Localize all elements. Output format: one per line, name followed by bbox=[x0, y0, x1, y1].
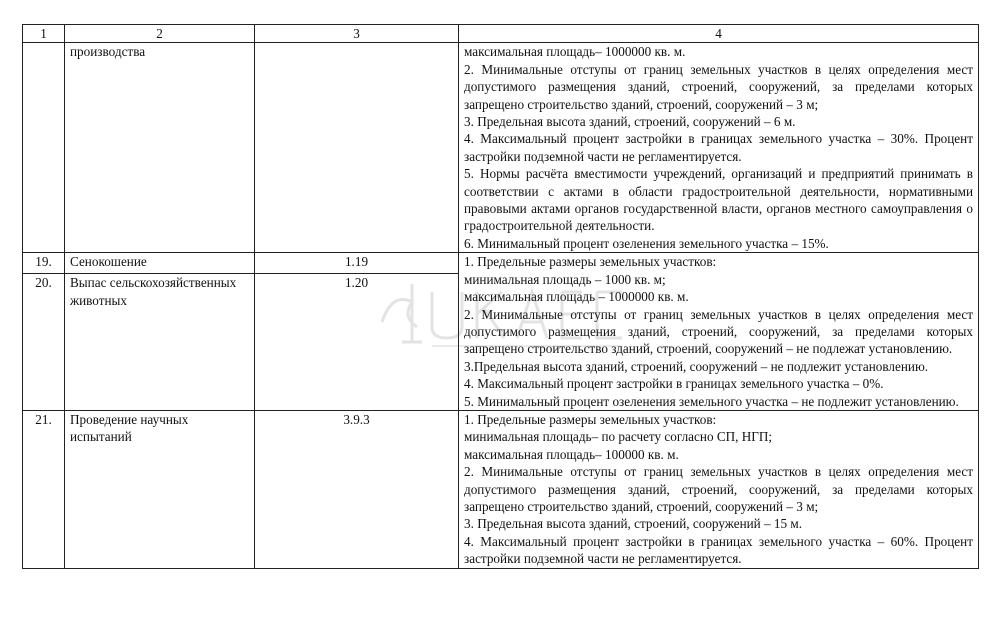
column-number-2: 2 bbox=[65, 25, 255, 43]
column-number-1: 1 bbox=[23, 25, 65, 43]
table-row bbox=[23, 253, 979, 274]
regulation-line: 3. Предельная высота зданий, строений, сооружений – 15 м. bbox=[464, 516, 803, 532]
row-number: 19. bbox=[23, 253, 65, 274]
regulation-line: 1. Предельные размеры земельных участков: bbox=[464, 254, 717, 270]
zoning-regulations-table bbox=[22, 24, 979, 569]
column-number-3: 3 bbox=[255, 25, 459, 43]
land-use-name: Выпас сельскохозяйственных животных bbox=[65, 274, 255, 411]
regulation-line: 4. Максимальный процент застройки в границах земельного участка – 30%. Процент застройки подземной части не регламентируется. bbox=[464, 131, 973, 164]
land-use-code: 1.19 bbox=[255, 253, 459, 274]
regulation-line: минимальная площадь– по расчету согласно СП, НГП; bbox=[464, 429, 773, 445]
regulations-cell bbox=[459, 43, 979, 253]
land-use-code bbox=[255, 43, 459, 253]
regulation-line: 2. Минимальные отступы от границ земельных участков в целях определения мест допустимого размещения зданий, строений, сооружений, за пределами которых запрещено строительство зданий, строений, сооружений – 3 м; bbox=[464, 464, 973, 514]
table-row bbox=[23, 410, 979, 568]
regulation-line: минимальная площадь – 1000 кв. м; bbox=[464, 271, 666, 287]
regulations-cell bbox=[459, 253, 979, 411]
column-number-4: 4 bbox=[459, 25, 979, 43]
column-number-row bbox=[23, 25, 979, 43]
regulation-line: 2. Минимальные отступы от границ земельных участков в целях определения мест допустимого размещения зданий, строений, сооружений, за пределами которых запрещено строительство зданий, строений, сооружений – 3 м; bbox=[464, 61, 973, 112]
land-use-code: 3.9.3 bbox=[255, 410, 459, 568]
regulation-line: максимальная площадь – 1000000 кв. м. bbox=[464, 289, 689, 305]
regulation-line: 3. Предельная высота зданий, строений, сооружений – 6 м. bbox=[464, 114, 796, 130]
regulation-line: 5. Нормы расчёта вместимости учреждений, организаций и предприятий принимать в соответствии с актами в области градостроительной деятельности, нормативными правовыми актами органов государственной власти, органов местного самоуправления о градостроительной деятельности. bbox=[464, 166, 973, 234]
regulation-line: 2. Минимальные отступы от границ земельных участков в целях определения мест допустимого размещения зданий, строений, сооружений, за пределами которых запрещено строительство зданий, строений, сооружений – не подлежат установлению. bbox=[464, 306, 973, 357]
table-row bbox=[23, 43, 979, 253]
regulation-line: 5. Минимальный процент озеленения земельного участка – не подлежит установлению. bbox=[464, 393, 959, 409]
regulation-line: 6. Минимальный процент озеленения земельного участка – 15%. bbox=[464, 235, 829, 251]
land-use-name: Сенокошение bbox=[65, 253, 255, 274]
land-use-name: производства bbox=[65, 43, 255, 253]
regulation-line: 3.Предельная высота зданий, строений, сооружений – не подлежит установлению. bbox=[464, 358, 929, 374]
row-number: 20. bbox=[23, 274, 65, 411]
regulation-line: 4. Максимальный процент застройки в границах земельного участка – 0%. bbox=[464, 376, 884, 392]
regulation-line: максимальная площадь– 1000000 кв. м. bbox=[464, 44, 686, 60]
land-use-code: 1.20 bbox=[255, 274, 459, 411]
regulation-line: максимальная площадь– 100000 кв. м. bbox=[464, 446, 679, 462]
row-number bbox=[23, 43, 65, 253]
regulation-line: 1. Предельные размеры земельных участков: bbox=[464, 411, 717, 427]
regulations-cell bbox=[459, 410, 979, 568]
land-use-name: Проведение научных испытаний bbox=[65, 410, 255, 568]
regulation-line: 4. Максимальный процент застройки в границах земельного участка – 60%. Процент застройки подземной части не регламентируется. bbox=[464, 533, 973, 567]
row-number: 21. bbox=[23, 410, 65, 568]
